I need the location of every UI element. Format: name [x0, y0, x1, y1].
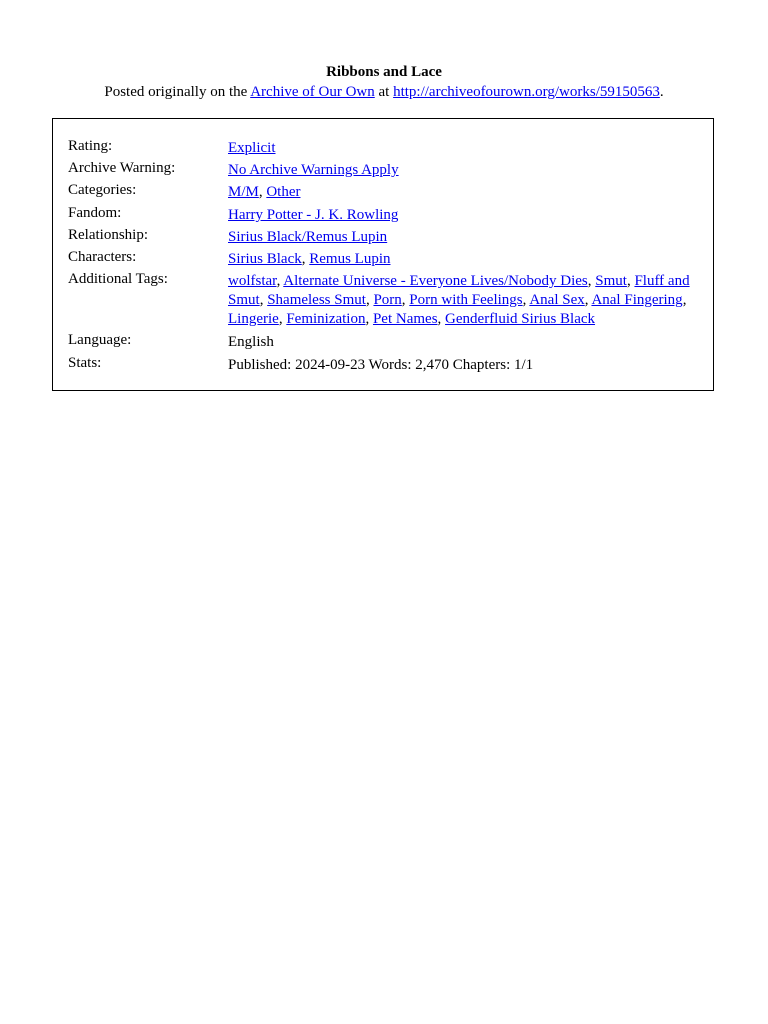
- relationship-link[interactable]: Sirius Black/Remus Lupin: [228, 229, 388, 245]
- stats-label: Stats:: [68, 355, 102, 371]
- characters-label: Characters:: [68, 249, 137, 265]
- posted-line: [0, 82, 768, 102]
- list-separator: ,: [437, 311, 446, 327]
- character-link[interactable]: Sirius Black: [228, 251, 302, 267]
- language-label: Language:: [68, 332, 132, 348]
- characters-value: [228, 250, 704, 269]
- tag-link[interactable]: Porn with Feelings: [409, 292, 523, 308]
- fandom-label: Fandom:: [68, 205, 122, 221]
- tag-link[interactable]: Pet Names: [372, 311, 438, 327]
- work-url-link[interactable]: http://archiveofourown.org/works/59150563: [393, 84, 660, 100]
- list-separator: ,: [278, 311, 287, 327]
- list-separator: ,: [301, 251, 310, 267]
- list-separator: ,: [365, 292, 374, 308]
- categories-value: [228, 183, 704, 202]
- list-separator: ,: [626, 273, 635, 289]
- work-header: [0, 62, 768, 102]
- list-separator: ,: [365, 311, 373, 327]
- relationship-label: Relationship:: [68, 227, 148, 243]
- category-link[interactable]: Other: [266, 184, 301, 200]
- tag-link[interactable]: Genderfluid Sirius Black: [445, 311, 596, 327]
- rating-value: [228, 139, 704, 158]
- tags-label: Additional Tags:: [68, 271, 168, 287]
- tag-link[interactable]: Alternate Universe - Everyone Lives/Nobody Dies: [283, 273, 588, 289]
- tag-link[interactable]: Anal Sex: [529, 292, 585, 308]
- posted-suffix: .: [659, 84, 664, 100]
- categories-label: Categories:: [68, 182, 137, 198]
- language-value: English: [228, 334, 274, 350]
- fandom-value: [228, 206, 704, 225]
- relationship-value: [228, 228, 704, 247]
- tag-link[interactable]: wolfstar: [228, 273, 277, 289]
- list-separator: ,: [259, 292, 268, 308]
- tag-link[interactable]: Anal Fingering: [591, 292, 683, 308]
- character-link[interactable]: Remus Lupin: [309, 251, 391, 267]
- list-separator: ,: [682, 292, 687, 308]
- list-separator: ,: [584, 292, 592, 308]
- warning-value: [228, 161, 704, 180]
- warning-label: Archive Warning:: [68, 160, 176, 176]
- category-link[interactable]: M/M: [228, 184, 259, 200]
- fandom-link[interactable]: Harry Potter - J. K. Rowling: [228, 207, 399, 223]
- archive-link[interactable]: Archive of Our Own: [250, 84, 375, 100]
- stats-value: Published: 2024-09-23 Words: 2,470 Chapters: 1/1: [228, 357, 534, 373]
- tag-link[interactable]: Feminization: [286, 311, 366, 327]
- rating-link[interactable]: Explicit: [228, 140, 276, 156]
- work-title: Ribbons and Lace: [326, 64, 442, 80]
- list-separator: ,: [522, 292, 530, 308]
- tag-link[interactable]: Shameless Smut: [267, 292, 366, 308]
- rating-label: Rating:: [68, 138, 113, 154]
- list-separator: ,: [401, 292, 410, 308]
- posted-middle: at: [374, 84, 394, 100]
- tag-link[interactable]: Smut: [595, 273, 627, 289]
- work-metadata-box: [52, 118, 714, 391]
- list-separator: ,: [276, 273, 284, 289]
- warning-link[interactable]: No Archive Warnings Apply: [228, 162, 399, 178]
- tag-link[interactable]: Fluff and Smut: [228, 273, 690, 308]
- list-separator: ,: [587, 273, 596, 289]
- tag-link[interactable]: Lingerie: [228, 311, 279, 327]
- tag-link[interactable]: Porn: [373, 292, 402, 308]
- tags-value: [228, 272, 704, 329]
- list-separator: ,: [258, 184, 267, 200]
- posted-prefix: Posted originally on the: [104, 84, 251, 100]
